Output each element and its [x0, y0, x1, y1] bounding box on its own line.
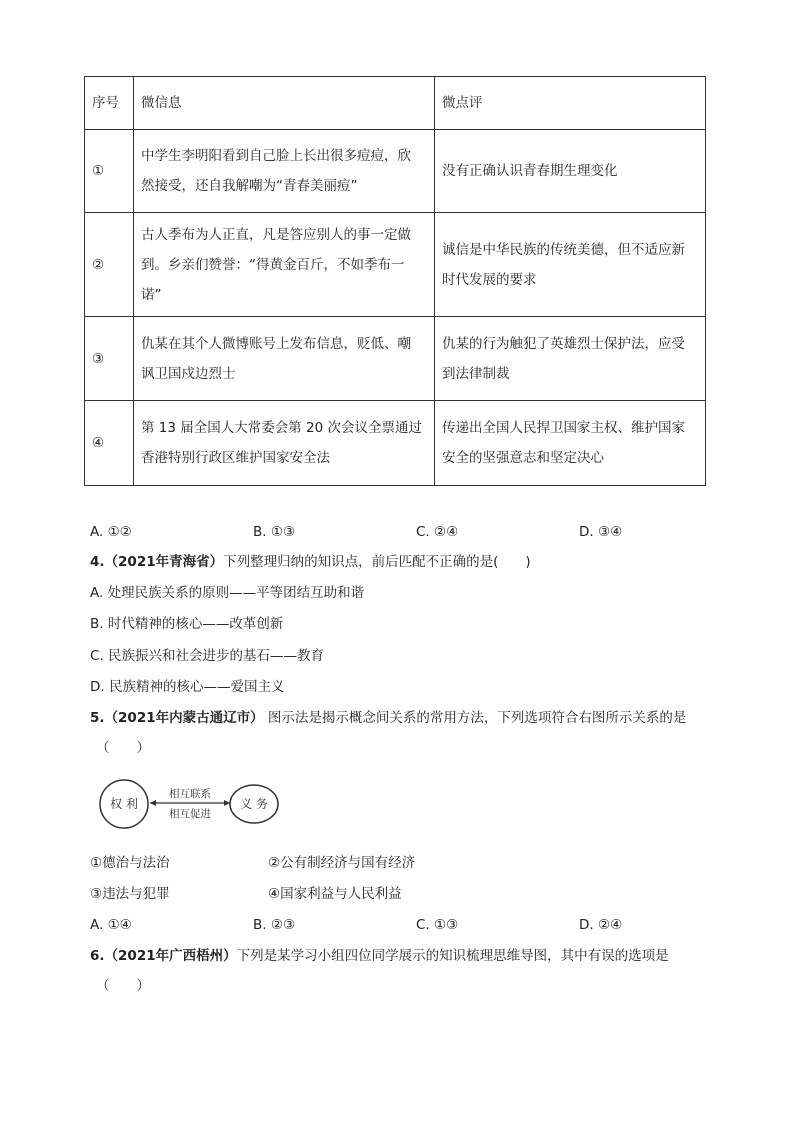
info-cell: [134, 130, 435, 213]
table-row: [85, 401, 706, 486]
arrow-right-head: [224, 800, 230, 806]
header-cell: 微点评: [435, 77, 706, 130]
table-row: [85, 317, 706, 401]
q5-option-b: B. ②③: [253, 917, 296, 933]
q4-option-b: B. 时代精神的核心——改革创新: [90, 616, 284, 632]
comment-line: 仇某的行为触犯了英雄烈士保护法，应受: [442, 335, 685, 352]
table-row: [85, 213, 706, 317]
info-cell: [134, 213, 435, 317]
q4-stem: 下列整理归纳的知识点，前后匹配不正确的是( ): [223, 554, 531, 570]
arrow-left-head: [150, 800, 156, 806]
comment-line: 传递出全国人民捍卫国家主权、维护国家: [442, 420, 685, 436]
q3-option-b: B. ①③: [253, 524, 296, 540]
q6-blank: （ ）: [96, 978, 150, 994]
q5-item-3: ③违法与犯罪: [90, 886, 170, 902]
header-cell: 微信息: [134, 77, 435, 130]
q4-option-c: C. 民族振兴和社会进步的基石——教育: [90, 648, 325, 664]
rights-label: 权 利: [110, 797, 138, 811]
q6-number: 6.: [90, 948, 105, 964]
q5-option-d: D. ②④: [579, 917, 623, 933]
comment-cell: [435, 317, 706, 401]
q5-item-1: ①德治与法治: [90, 855, 170, 871]
q5-blank: （ ）: [96, 740, 150, 756]
q5-source: （2021年内蒙古通辽市）: [104, 710, 264, 726]
info-line: 香港特别行政区维护国家安全法: [141, 450, 330, 466]
row-number: ②: [85, 213, 134, 317]
q6-source: （2021年广西梧州）: [104, 948, 237, 964]
info-line: 古人季布为人正直，凡是答应别人的事一定做: [141, 226, 411, 243]
info-line: 讽卫国戍边烈士: [141, 365, 236, 382]
info-cell: [134, 401, 435, 486]
table-header-row: [85, 77, 706, 130]
top-relation-label: 相互联系: [169, 788, 211, 800]
comment-cell: [435, 401, 706, 486]
info-line: 中学生李明阳看到自己脸上长出很多痘痘，欣: [141, 148, 411, 164]
q6-question: [90, 946, 669, 966]
q6-stem: 下列是某学习小组四位同学展示的知识梳理思维导图，其中有误的选项是: [236, 948, 669, 964]
info-cell: [134, 317, 435, 401]
comment-line: 诚信是中华民族的传统美德，但不适应新: [442, 241, 685, 258]
q4-option-a: A. 处理民族关系的原则——平等团结互助和谐: [90, 585, 365, 601]
info-line: 到。乡亲们赞誉：“得黄金百斤，不如季布一: [141, 256, 405, 273]
row-number: ④: [85, 401, 134, 486]
info-line: 仇某在其个人微博账号上发布信息，贬低、嘲: [141, 335, 411, 352]
header-cell: 序号: [85, 77, 134, 130]
q3-option-c: C. ②④: [416, 524, 459, 540]
q5-stem: 图示法是揭示概念间关系的常用方法，下列选项符合右图所示关系的是: [267, 710, 687, 726]
q5-question: [90, 708, 686, 728]
row-number: ③: [85, 317, 134, 401]
q5-item-4: ④国家利益与人民利益: [268, 886, 402, 902]
duties-label: 义 务: [240, 797, 268, 811]
comment-line: 没有正确认识青春期生理变化: [442, 163, 618, 179]
row-number: ①: [85, 130, 134, 213]
comment-cell: [435, 213, 706, 317]
info-line: 诺”: [141, 286, 162, 303]
comment-line: 安全的坚强意志和坚定决心: [442, 450, 604, 466]
q4-question: [90, 552, 531, 572]
q4-source: （2021年青海省）: [104, 554, 224, 570]
q4-option-d: D. 民族精神的核心——爱国主义: [90, 679, 285, 695]
rights-duties-diagram: [98, 776, 282, 832]
q4-number: 4.: [90, 554, 105, 570]
info-table: [84, 76, 706, 486]
table-row: [85, 130, 706, 213]
comment-cell: [435, 130, 706, 213]
q5-option-c: C. ①③: [416, 917, 459, 933]
q3-option-d: D. ③④: [579, 524, 623, 540]
info-line: 然接受，还自我解嘲为“青春美丽痘”: [141, 178, 358, 194]
comment-line: 时代发展的要求: [442, 271, 537, 288]
q5-number: 5.: [90, 710, 105, 726]
q5-option-a: A. ①④: [90, 917, 132, 933]
bottom-relation-label: 相互促进: [169, 808, 211, 820]
q5-item-2: ②公有制经济与国有经济: [268, 855, 416, 871]
info-line: 第 13 届全国人大常委会第 20 次会议全票通过: [141, 420, 423, 436]
q3-option-a: A. ①②: [90, 524, 132, 540]
comment-line: 到法律制裁: [442, 365, 510, 382]
